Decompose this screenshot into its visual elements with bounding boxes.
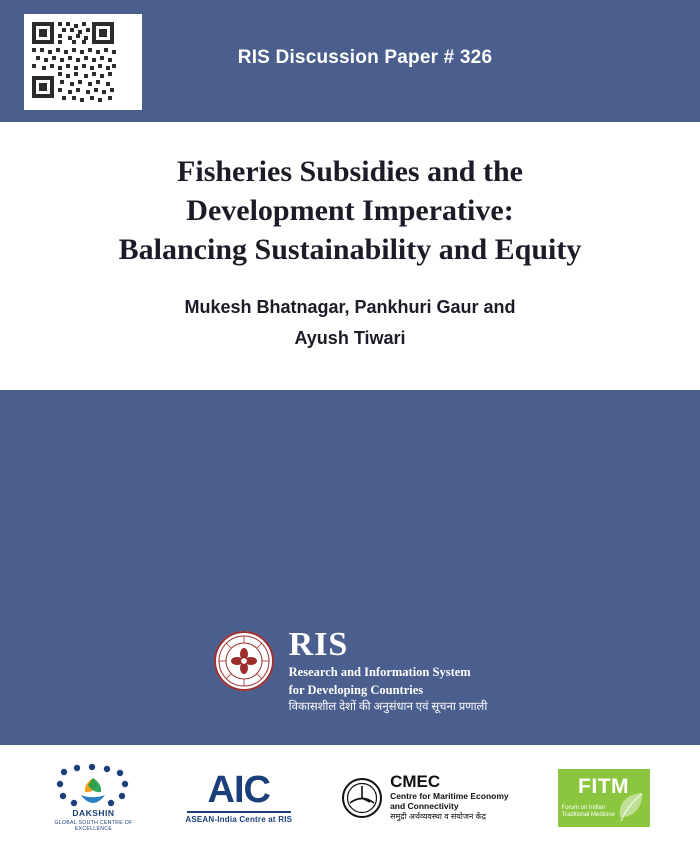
title-line-3: Balancing Sustainability and Equity	[118, 233, 582, 266]
logo-dakshin	[50, 764, 136, 832]
cover-blue-panel	[0, 390, 700, 745]
aic-divider	[187, 811, 291, 813]
title-line-1: Fisheries Subsidies and the	[177, 155, 523, 188]
fitm-subtitle	[562, 805, 638, 820]
ris-emblem-icon	[213, 630, 275, 692]
cmec-subtitle-line-2: and Connectivity	[390, 801, 459, 811]
ris-acronym: RIS	[288, 626, 349, 663]
discussion-paper-label: RIS Discussion Paper # 326	[237, 47, 493, 68]
fitm-label: FITM	[578, 774, 630, 798]
ris-wordmark	[289, 628, 488, 714]
dakshin-label: DAKSHIN	[72, 807, 115, 818]
cmec-label: CMEC	[390, 772, 441, 791]
partner-logo-strip	[0, 745, 700, 850]
page-title	[40, 152, 660, 269]
fitm-subtitle-line-2: Traditional Medicine	[561, 812, 616, 818]
logo-fitm	[558, 769, 650, 827]
dakshin-mark-icon	[54, 764, 132, 808]
author-list	[40, 292, 660, 354]
cmec-emblem-icon	[341, 777, 383, 819]
title-line-2: Development Imperative:	[186, 194, 514, 227]
aic-tagline: ASEAN-India Centre at RIS	[185, 815, 293, 824]
author-line-1: Mukesh Bhatnagar, Pankhuri Gaur and	[184, 297, 516, 317]
ris-name-line-2: for Developing Countries	[288, 682, 424, 697]
title-area	[0, 122, 700, 390]
logo-aic	[185, 771, 292, 824]
aic-label: AIC	[207, 769, 270, 811]
author-line-2: Ayush Tiwari	[294, 328, 406, 348]
ris-name-line-1: Research and Information System	[288, 665, 471, 679]
ris-logo-lockup	[0, 628, 700, 714]
cmec-subtitle-line-1: Centre for Maritime Economy	[390, 791, 509, 801]
ris-name-hindi: विकासशील देशों की अनुसंधान एवं सूचना प्रणाली	[288, 701, 488, 713]
logo-cmec	[341, 773, 509, 822]
dakshin-tagline: GLOBAL SOUTH CENTRE OF EXCELLENCE	[54, 819, 133, 832]
header-band	[0, 0, 700, 122]
fitm-subtitle-line-1: Forum on Indian	[561, 804, 606, 811]
cmec-subtitle-hindi: समुद्री अर्थव्यवस्था व संयोजन केंद्र	[390, 812, 486, 821]
